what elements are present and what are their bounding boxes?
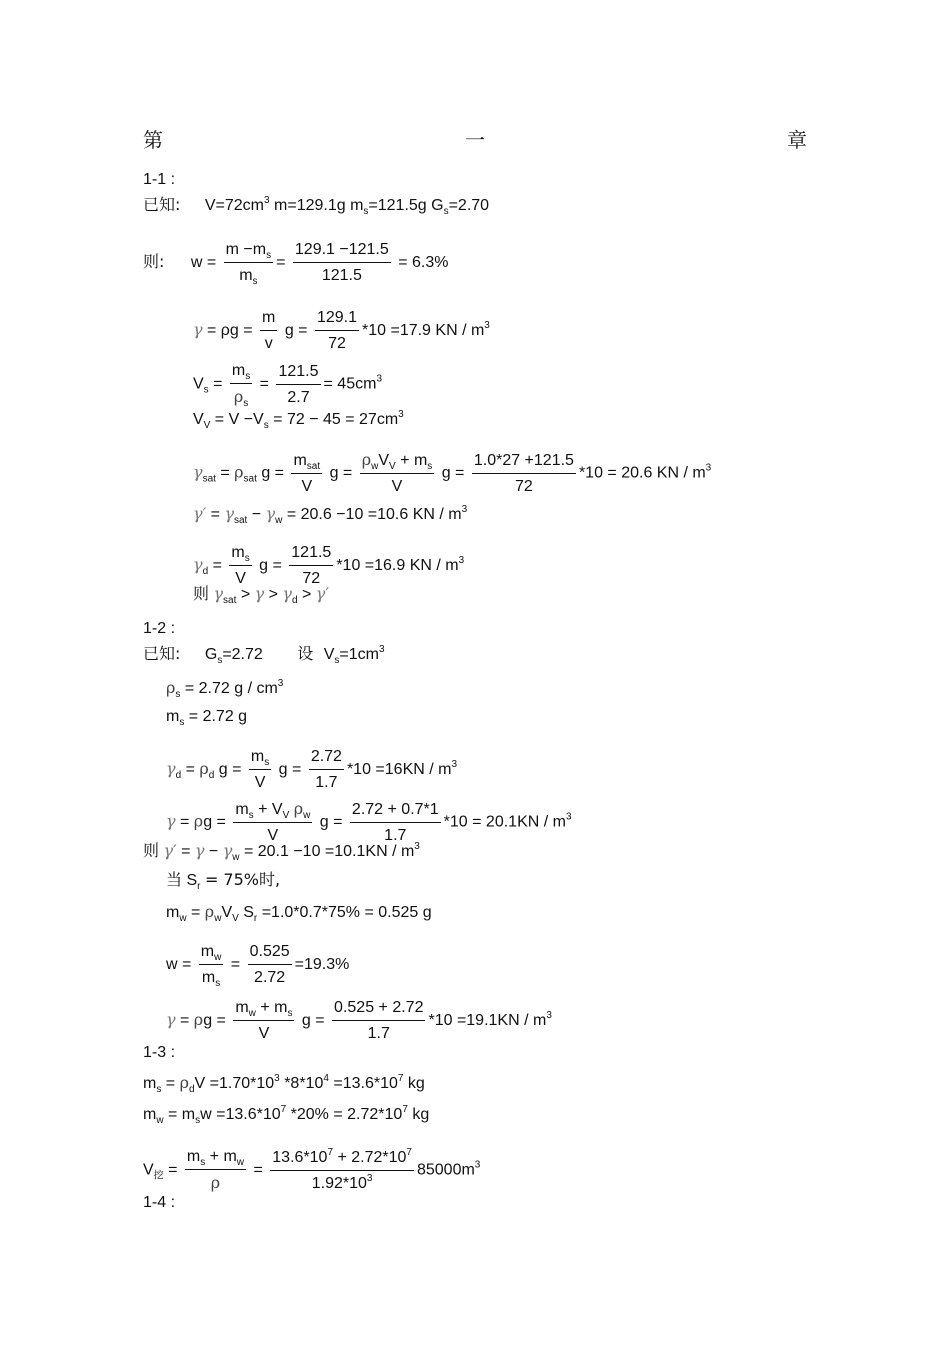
unit-weight-result: *10 =17.9 KN / m: [362, 322, 485, 340]
water-content-eq: 则: w = $\frac{m -m_s}{m_s}$ = $\frac{129.1 -121.5}{121.5}$ = 6.3%: [143, 241, 449, 287]
section-label-1-4: 1-4 :: [143, 1194, 176, 1211]
then-label: 则:: [143, 252, 165, 272]
water-content-eq-2: w = $\frac{m_w}{m_s}$ = $\frac{0.525}{2.72}$ =19.3%: [166, 943, 350, 989]
buoyant-unit-weight-eq-2: 则 $\gamma' = \gamma - \gamma_w = 20.1 -10 =10.1KN / m^3$: [143, 841, 420, 863]
section-label-1-3: 1-3 :: [143, 1044, 176, 1061]
chapter-char-3: 章: [787, 128, 807, 152]
relation-line: 则 $\gamma_{sat} > \gamma > \gamma_d > \gamma'$: [193, 584, 329, 606]
solid-mass-eq-3: $m_s = \rho_dV =1.70*10^3$ $*8*10^4 =13.6*10^7$ kg: [143, 1073, 425, 1095]
buoyant-unit-weight-eq: $\gamma' = \gamma_{sat} - \gamma_w = 20.6 -10 =10.6$ KN / $m^3$: [193, 504, 468, 526]
given-line-1-1: 已知: $V=72cm^3$ m=129.1g $m_s=121.5g$ $G_s=2.70$: [143, 195, 490, 217]
given-masses: m=129.1g m: [274, 197, 364, 214]
chapter-char-1: 第: [143, 128, 163, 152]
dry-unit-weight-eq: $\gamma_d$ = $\frac{m_s}{V}$ g = $\frac{121.5}{72}$ *10 =16.9 KN / $m^3$: [193, 544, 465, 587]
dry-unit-weight-eq-2: $\gamma_d = \rho_d$ g = $\frac{m_s}{V}$ g = $\frac{2.72}{1.7}$ $*10 =16KN / m^3$: [166, 748, 458, 791]
w-fraction-symbolic: $\frac{m -m_s}{m_s}$: [225, 241, 272, 287]
saturated-unit-weight-eq: $\gamma_{sat} = \rho_{sat}$ g = $m_{sat}$ V g = $\rho_wV_V + m_s$ V g = $\frac{1.0*27 +121.5}{72}$ *10 = 20.6 KN / $m^3$: [193, 450, 712, 495]
void-volume-result: = 72 − 45 = 27cm: [273, 411, 399, 428]
section-label-1-2: 1-2 :: [143, 620, 176, 637]
given-volume: V=72cm: [204, 197, 264, 214]
chapter-title: [143, 130, 807, 150]
water-mass-eq-3: $m_w = m_sw =13.6*10^7$ $*20\% = 2.72*10^7$ kg: [143, 1104, 430, 1126]
solid-volume-eq: $V_s$ = $\frac{m_s}{\rho_s}$ = $\frac{121.5}{2.7}$ = $45cm^3$: [193, 362, 382, 409]
dry-unit-weight-result: *10 =16.9 KN / m: [336, 557, 459, 575]
w-lhs: w =: [190, 254, 217, 272]
water-mass-eq: $m_w = \rho_wV_V$ $S_r =1.0*0.7*75\% = 0.525$ g: [166, 902, 432, 924]
saturation-condition: 当 $S_r = 75\%$时,: [166, 870, 281, 892]
unit-weight-eq: γ = ρg = $\frac{m}{v}$ g = $\frac{129.1}{72}$ *10 =17.9 KN / $m^3$: [193, 309, 490, 352]
excavation-volume-result: 85000m: [416, 1161, 475, 1179]
saturated-unit-weight-result: *10 = 20.6 KN / m: [578, 464, 706, 482]
unit-weight-eq-3: γ = ρg = $\frac{m_w + m_s}{V}$ g = $\frac{0.525 + 2.72}{1.7}$ $*10 =19.1KN / m^3$: [166, 999, 552, 1042]
given-ms: =121.5g G: [368, 197, 444, 214]
unit-weight-eq-2: γ = ρg = $\frac{m_s + V_V \rho_w}{V}$ g = $\frac{2.72 + 0.7*1}{1.7}$ $*10 = 20.1KN / m^3$: [166, 799, 572, 844]
given-gs: =2.70: [448, 197, 490, 214]
solid-volume-result: = 45cm: [323, 375, 377, 393]
w-result: = 6.3%: [398, 254, 449, 272]
section-label-1-1: 1-1 :: [143, 171, 176, 188]
solid-mass: $m_s = 2.72$ g: [166, 708, 248, 728]
buoyant-result: = 20.6 −10 =10.6 KN / m: [286, 506, 462, 523]
given-line-1-2: 已知: $G_s=2.72$ 设 $V_s=1cm^3$: [143, 644, 385, 666]
void-volume-eq: $V_V = V -V_s = 72 - 45 = 27cm^3$: [193, 409, 404, 431]
solid-density: $\rho_s = 2.72$ g / $cm^3$: [166, 678, 284, 700]
excavation-volume-eq: $V_挖$ = $\frac{m_s + m_w}{\rho}$ = $\frac{13.6*10^7 + 2.72*10^7}{1.92*10^3}$ $85000m^3$: [143, 1146, 481, 1192]
w-fraction-numeric: $\frac{129.1 -121.5}{121.5}$: [294, 241, 389, 284]
chapter-char-2: 一: [465, 128, 485, 152]
given-label: 已知:: [143, 195, 181, 214]
